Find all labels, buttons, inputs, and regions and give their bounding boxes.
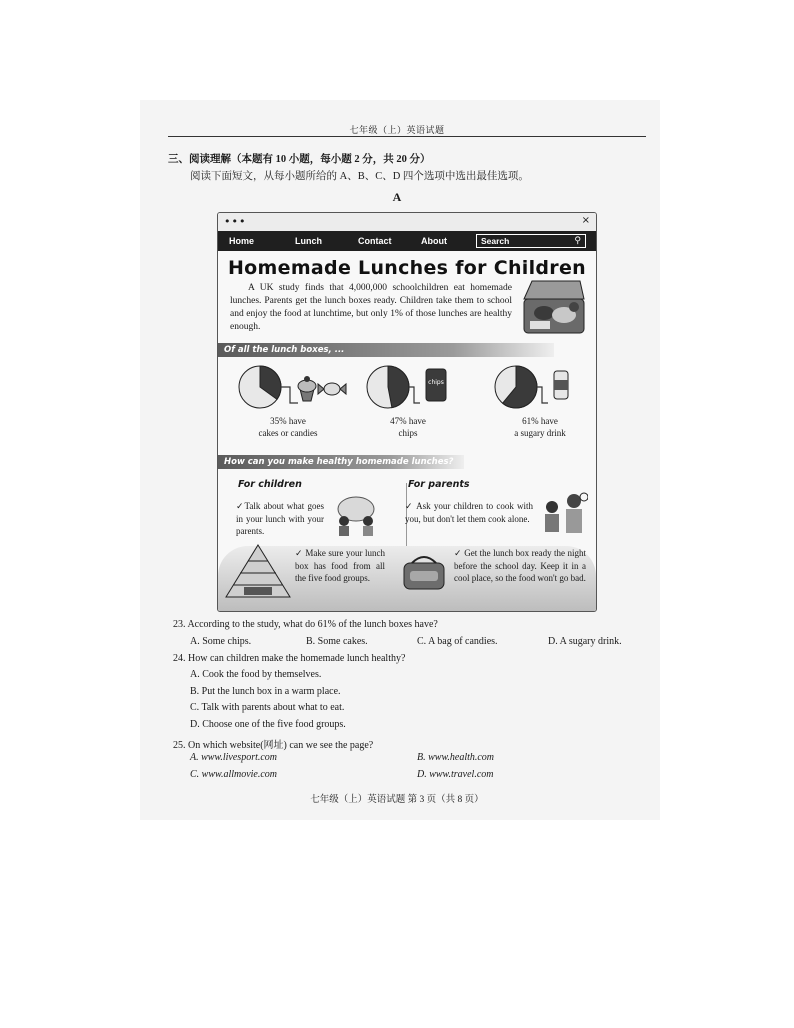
q25-option-b[interactable]: B. www.health.com [417, 752, 495, 763]
question-24: 24. How can children make the homemade lunch healthy? [173, 653, 406, 664]
q23-option-b[interactable]: B. Some cakes. [306, 636, 368, 647]
pie-caption-3: 61% have a sugary drink [514, 416, 566, 438]
q25-option-c[interactable]: C. www.allmovie.com [190, 769, 278, 780]
pie-3 [495, 366, 537, 408]
tip-children-talk: ✓Talk about what goes in your lunch with your parents. [236, 501, 324, 536]
q23-option-c[interactable]: C. A bag of candies. [417, 636, 498, 647]
q24-option-b[interactable]: B. Put the lunch box in a warm place. [190, 686, 341, 697]
pie-1 [239, 366, 281, 408]
family-talking-illustration [330, 493, 382, 537]
section-instruction: 阅读下面短文，从每小题所给的 A、B、C、D 四个选项中选出最佳选项。 [190, 171, 529, 182]
chips-bag-icon [426, 369, 446, 401]
banner-healthy-lunches: How can you make healthy homemade lunches? [218, 455, 464, 469]
q23-option-a[interactable]: A. Some chips. [190, 636, 252, 647]
pie-caption-2: 47% have chips [390, 416, 426, 438]
tip-children-food-groups: ✓ Make sure your lunch box has food from all the five food groups. [295, 548, 385, 583]
arrow-1 [281, 387, 298, 403]
section-title: 三、阅读理解（本题有 10 小题，每小题 2 分，共 20 分） [168, 154, 431, 165]
window-dots-icon[interactable]: ••• [224, 215, 247, 228]
question-23: 23. According to the study, what do 61% of the lunch boxes have? [173, 619, 438, 630]
for-children-heading: For children [238, 479, 302, 490]
passage-letter: A [392, 190, 402, 204]
drink-can-icon [554, 371, 568, 399]
pie-2 [367, 366, 409, 408]
q25-option-a[interactable]: A. www.livesport.com [190, 752, 278, 763]
question-25: 25. On which website(网址) can we see the page? [173, 740, 374, 751]
q24-option-a[interactable]: A. Cook the food by themselves. [190, 669, 322, 680]
nav-home[interactable]: Home [229, 236, 255, 246]
search-placeholder: Search [481, 236, 510, 246]
candy-icon [318, 383, 346, 395]
browser-titlebar [218, 213, 596, 231]
arrow-3 [537, 387, 548, 403]
q24-option-d[interactable]: D. Choose one of the five food groups. [190, 719, 346, 730]
pie-caption-1: 35% have cakes or candies [258, 416, 318, 438]
search-icon[interactable]: ⚲ [574, 236, 581, 246]
parent-child-cooking-illustration [538, 491, 588, 537]
page-title: Homemade Lunches for Children [227, 257, 586, 279]
nav-about[interactable]: About [421, 236, 447, 246]
browser-window [217, 212, 597, 612]
tip-parents-ready: ✓ Get the lunch box ready the night before the school day. Keep it in a cool place, so the food won't go bad. [454, 548, 586, 583]
nav-bar [218, 231, 596, 251]
q25-option-d[interactable]: D. www.travel.com [417, 769, 494, 780]
header-rule [168, 136, 646, 137]
q23-option-d[interactable]: D. A sugary drink. [548, 636, 622, 647]
pie-2-slice [388, 366, 409, 408]
lunch-bag-illustration [400, 553, 450, 593]
nav-contact[interactable]: Contact [358, 236, 392, 246]
search-input[interactable] [476, 234, 586, 248]
nav-lunch[interactable]: Lunch [295, 236, 322, 246]
arrow-2 [409, 387, 420, 403]
q24-option-c[interactable]: C. Talk with parents about what to eat. [190, 702, 345, 713]
cupcake-icon [298, 376, 316, 401]
page-footer: 七年级（上）英语试题 第 3 页（共 8 页） [310, 795, 484, 805]
page-header-title: 七年级（上）英语试题 [349, 125, 445, 135]
banner-lunch-boxes: Of all the lunch boxes, ... [218, 343, 554, 357]
for-parents-heading: For parents [408, 479, 470, 490]
intro-paragraph: A UK study finds that 4,000,000 schoolchildren eat homemade lunches. Parents get the lunch boxes ready. Children take them to school and enjoy the food at lunchtime, but only 1% of those lunches are healthy enough. [230, 283, 512, 332]
tip-parents-cook: ✓ Ask your children to cook with you, but don't let them cook alone. [405, 501, 533, 524]
chips-bag-label: chips [428, 379, 444, 386]
lunchbox-illustration [518, 277, 590, 337]
close-icon[interactable]: × [581, 215, 590, 226]
food-pyramid-illustration [224, 543, 292, 599]
pie-charts [218, 363, 596, 423]
